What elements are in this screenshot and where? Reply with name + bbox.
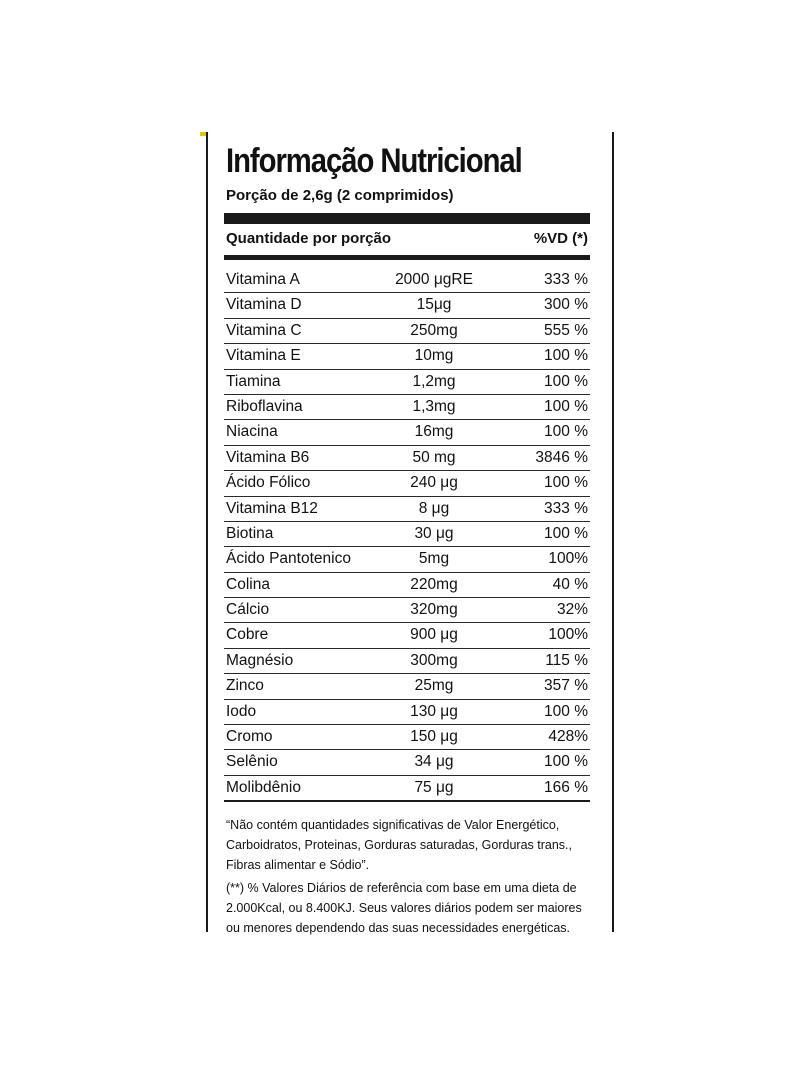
nutrient-amount: 150 μg [410, 728, 458, 746]
nutrient-amount: 900 μg [410, 626, 458, 644]
nutrient-amount: 10mg [414, 347, 454, 365]
table-row [224, 395, 590, 420]
nutrient-name: Vitamina C [226, 321, 302, 339]
table-row [224, 497, 590, 522]
nutrient-name: Cobre [226, 626, 269, 644]
nutrient-dv: 100 % [544, 702, 588, 720]
nutrient-dv: 100 % [544, 397, 588, 415]
nutrient-name: Ácido Pantotenico [226, 550, 351, 568]
nutrient-name: Molibdênio [226, 778, 301, 796]
header-quantity: Quantidade por porção [226, 230, 392, 247]
nutrient-name: Vitamina B12 [226, 499, 318, 517]
nutrient-amount: 2000 μgRE [395, 271, 473, 288]
footnote-line: “Não contém quantidades significativas de Valor Energético, [226, 818, 560, 832]
nutrient-name: Ácido Fólico [226, 474, 311, 492]
footnote-line: ou menores dependendo das suas necessidades energéticas. [226, 921, 570, 935]
nutrient-amount: 320mg [410, 601, 458, 619]
nutrient-dv: 32% [556, 601, 588, 619]
nutrient-dv: 100 % [544, 753, 588, 771]
nutrient-dv: 100 % [544, 474, 588, 492]
table-bottom-divider [224, 800, 590, 802]
nutrient-dv: 100% [548, 626, 588, 644]
nutrient-name: Tiamina [226, 372, 281, 390]
table-row [224, 344, 590, 369]
nutrient-amount: 75 μg [414, 778, 454, 796]
nutrient-dv: 40 % [552, 575, 588, 593]
nutrient-amount: 5mg [418, 550, 450, 568]
nutrient-dv: 100 % [544, 347, 588, 365]
portion-size: Porção de 2,6g (2 comprimidos) [226, 187, 454, 204]
nutrient-name: Selênio [226, 753, 278, 771]
nutrient-name: Riboflavina [226, 397, 303, 415]
nutrient-dv: 333 % [544, 499, 588, 517]
nutrient-amount: 130 μg [410, 702, 458, 720]
nutrient-amount: 16mg [414, 423, 454, 441]
nutrient-name: Vitamina E [226, 347, 301, 365]
nutrient-name: Magnésio [226, 651, 294, 669]
table-row [224, 370, 590, 395]
footnote-line: Fibras alimentar e Sódio”. [226, 858, 370, 872]
table-row [224, 750, 590, 775]
table-row [224, 700, 590, 725]
nutrient-dv: 100 % [544, 372, 588, 390]
table-row [224, 547, 590, 572]
table-row [224, 420, 590, 445]
nutrient-name: Colina [226, 575, 270, 593]
nutrient-name: Cálcio [226, 601, 270, 619]
table-row [224, 598, 590, 623]
nutrient-name: Iodo [226, 702, 257, 720]
nutrient-name: Vitamina D [226, 296, 302, 314]
table-row [224, 293, 590, 318]
table-row [224, 268, 590, 293]
nutrient-dv: 100% [548, 550, 588, 568]
nutrient-table [224, 268, 590, 801]
nutrient-dv: 100 % [544, 524, 588, 542]
nutrient-name: Niacina [226, 423, 278, 441]
nutrition-facts-label [206, 132, 614, 935]
footnote-line: Carboidratos, Proteinas, Gorduras saturadas, Gorduras trans., [226, 838, 572, 852]
label-title: Informação Nutricional [226, 142, 522, 180]
nutrient-amount: 34 μg [414, 753, 454, 771]
table-row [224, 725, 590, 750]
nutrient-name: Vitamina A [226, 271, 300, 288]
table-row [224, 573, 590, 598]
footnote-not-significant [226, 815, 596, 875]
nutrient-dv: 333 % [544, 271, 588, 288]
nutrient-dv: 3846 % [535, 448, 588, 466]
nutrient-dv: 357 % [544, 677, 588, 695]
nutrient-amount: 30 μg [414, 524, 454, 542]
nutrient-dv: 300 % [544, 296, 588, 314]
nutrient-name: Cromo [226, 728, 273, 746]
nutrient-dv: 428% [548, 728, 588, 746]
nutrient-dv: 555 % [544, 321, 588, 339]
nutrient-name: Zinco [226, 677, 264, 695]
nutrient-amount: 220mg [410, 575, 458, 593]
table-row [224, 471, 590, 496]
nutrient-amount: 240 μg [410, 474, 458, 492]
nutrient-amount: 50 mg [412, 448, 456, 466]
table-row [224, 446, 590, 471]
table-header [226, 230, 588, 247]
nutrient-name: Biotina [226, 524, 274, 542]
nutrient-name: Vitamina B6 [226, 448, 310, 466]
table-row [224, 674, 590, 699]
thick-divider [224, 213, 590, 224]
footnote-daily-values [226, 878, 596, 938]
nutrient-amount: 1,3mg [412, 397, 456, 415]
nutrient-amount: 15μg [416, 296, 452, 314]
table-row [224, 522, 590, 547]
nutrient-amount: 8 μg [418, 499, 450, 517]
nutrient-amount: 300mg [410, 651, 458, 669]
table-row [224, 776, 590, 801]
nutrient-dv: 115 % [545, 651, 588, 669]
table-row [224, 623, 590, 648]
nutrient-dv: 166 % [544, 778, 588, 796]
nutrient-amount: 1,2mg [412, 372, 456, 390]
table-row [224, 649, 590, 674]
footnote-line: (**) % Valores Diários de referência com base em uma dieta de [226, 881, 577, 895]
nutrient-amount: 250mg [410, 321, 458, 339]
footnote-line: 2.000Kcal, ou 8.400KJ. Seus valores diários podem ser maiores [226, 901, 582, 915]
table-row [224, 319, 590, 344]
header-dv: %VD (*) [533, 230, 588, 247]
medium-divider [224, 255, 590, 260]
nutrient-dv: 100 % [544, 423, 588, 441]
nutrient-amount: 25mg [414, 677, 454, 695]
